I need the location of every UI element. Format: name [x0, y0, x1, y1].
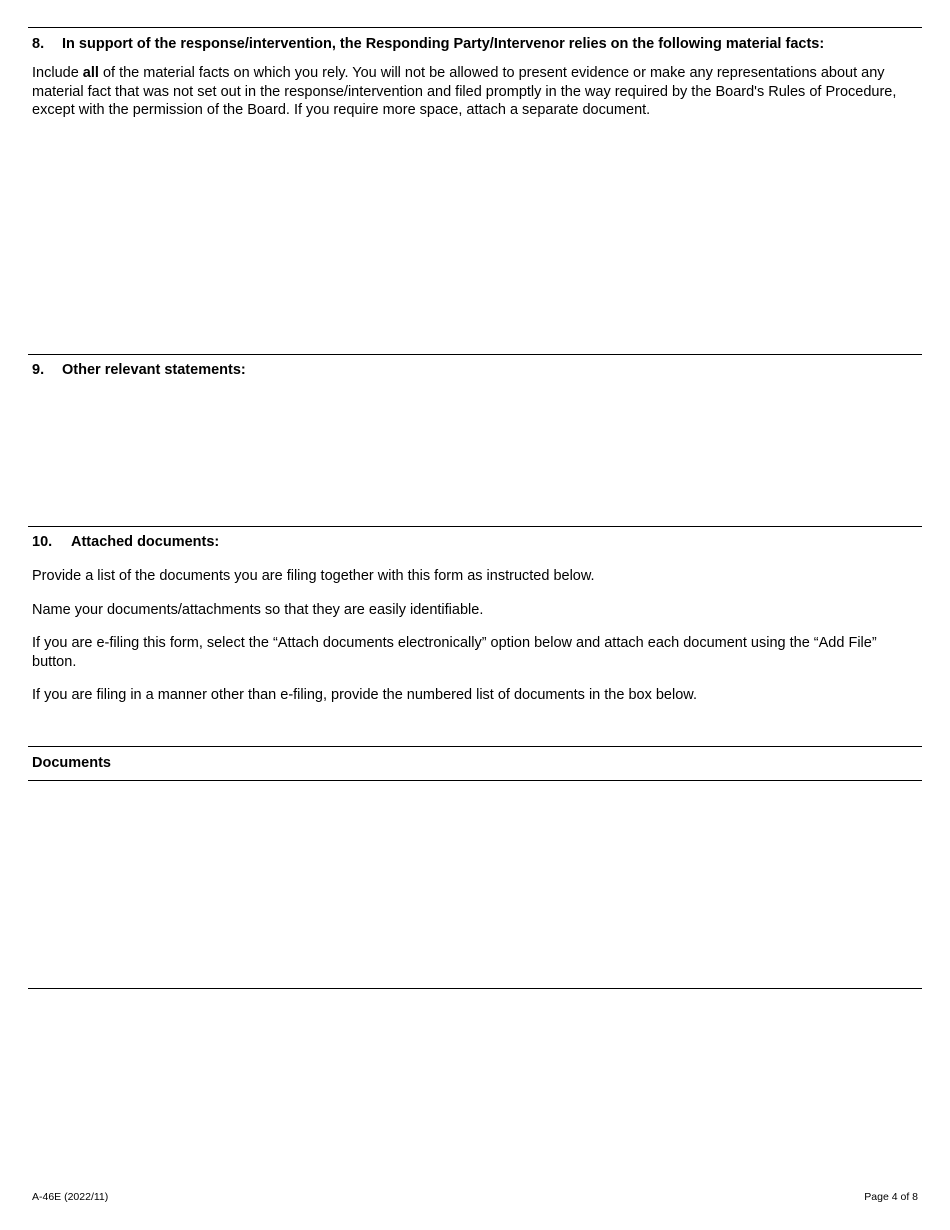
section-8-top-rule	[28, 27, 922, 28]
documents-label: Documents	[32, 755, 111, 771]
section-10-heading	[32, 533, 219, 551]
section-8-number: 8.	[32, 36, 45, 52]
section-8-title: In support of the response/intervention, the Responding Party/Intervenor relies on the following material facts:	[62, 36, 825, 52]
section-9-top-rule	[28, 354, 922, 355]
section-8-instruction-rest: of the material facts on which you rely. You will not be allowed to present evidence or make any representations about any material fact that was not set out in the response/intervention and filed promptly in the way required by the Board's Rules of Procedure, except with the permission of the Board. If you require more space, attach a separate document.	[32, 65, 897, 118]
other-statements-field[interactable]	[28, 384, 922, 522]
section-8-instruction-lead: Include	[32, 65, 83, 81]
page-number: Page 4 of 8	[864, 1191, 918, 1203]
section-10-title: Attached documents:	[71, 534, 220, 550]
section-9-number: 9.	[32, 362, 45, 378]
section-8-instruction-bold: all	[82, 65, 99, 81]
documents-header-rule	[28, 780, 922, 781]
section-10-paragraph-2: Name your documents/attachments so that they are easily identifiable.	[32, 602, 484, 618]
section-10-number: 10.	[32, 534, 53, 550]
section-10-paragraph-3: If you are e-filing this form, select the “Attach documents electronically” option below and attach each document using the “Add File” button.	[32, 635, 877, 670]
form-code: A-46E (2022/11)	[32, 1191, 109, 1203]
material-facts-field[interactable]	[28, 124, 922, 350]
section-8-instructions	[32, 64, 912, 120]
section-10-paragraph-1: Provide a list of the documents you are filing together with this form as instructed below.	[32, 568, 595, 584]
documents-top-rule	[28, 746, 922, 747]
section-10-top-rule	[28, 526, 922, 527]
documents-bottom-rule	[28, 988, 922, 989]
documents-list-field[interactable]	[28, 782, 922, 986]
section-8-heading	[32, 35, 824, 53]
section-9-heading	[32, 361, 246, 379]
section-10-paragraph-4: If you are filing in a manner other than e-filing, provide the numbered list of documents in the box below.	[32, 687, 697, 703]
section-9-title: Other relevant statements:	[62, 362, 246, 378]
